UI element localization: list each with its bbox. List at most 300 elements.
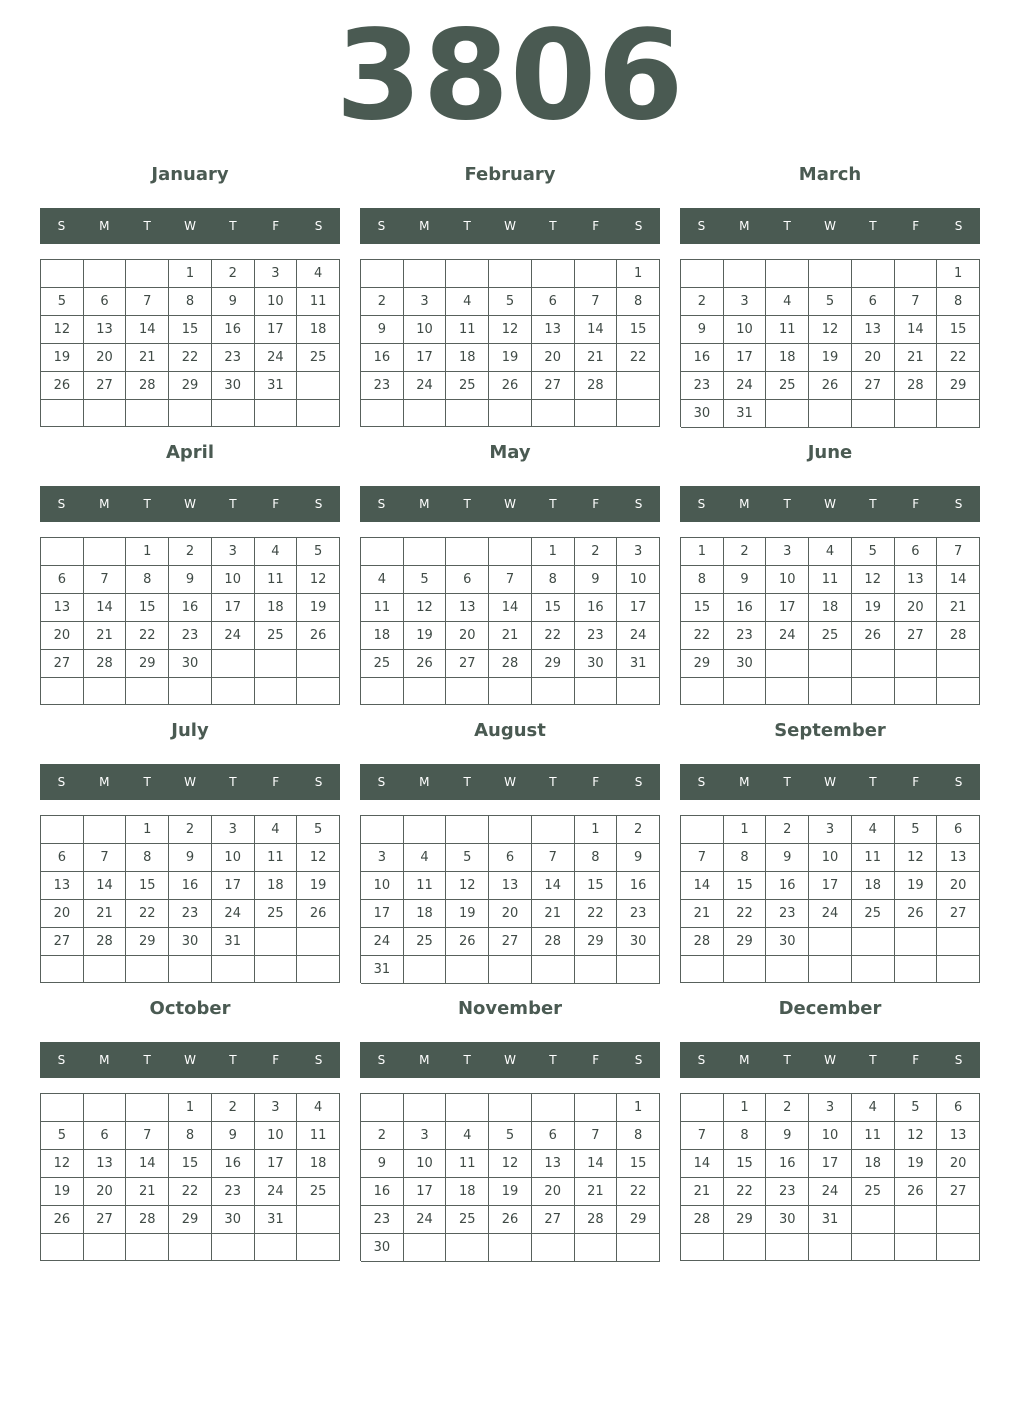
day-cell: 29 [724, 1206, 767, 1234]
day-cell: 16 [766, 872, 809, 900]
empty-cell [766, 650, 809, 678]
day-cell: 31 [255, 372, 298, 400]
empty-cell [532, 1234, 575, 1262]
day-cell: 14 [681, 872, 724, 900]
empty-cell [41, 260, 84, 288]
empty-cell [361, 816, 404, 844]
empty-cell [297, 372, 340, 400]
weekday-label: T [463, 497, 471, 511]
day-cell: 25 [809, 622, 852, 650]
day-cell: 16 [617, 872, 660, 900]
month-name: December [778, 998, 882, 1019]
day-cell: 21 [126, 1178, 169, 1206]
day-cell: 23 [212, 344, 255, 372]
day-cell: 11 [809, 566, 852, 594]
empty-cell [404, 400, 447, 427]
day-cell: 28 [84, 650, 127, 678]
weekday-header [680, 764, 980, 800]
empty-cell [937, 928, 980, 956]
day-cell: 20 [84, 344, 127, 372]
empty-cell [84, 1094, 127, 1122]
day-cell: 11 [852, 844, 895, 872]
day-cell: 27 [532, 1206, 575, 1234]
day-cell: 14 [575, 1150, 618, 1178]
day-cell: 2 [575, 538, 618, 566]
day-grid [680, 815, 980, 983]
day-cell: 11 [297, 1122, 340, 1150]
empty-cell [255, 678, 298, 705]
day-cell: 3 [617, 538, 660, 566]
day-cell: 8 [169, 1122, 212, 1150]
day-cell: 12 [297, 566, 340, 594]
day-cell: 3 [255, 1094, 298, 1122]
day-cell: 2 [169, 816, 212, 844]
empty-cell [575, 678, 618, 705]
day-cell: 27 [937, 900, 980, 928]
day-cell: 22 [532, 622, 575, 650]
day-cell: 3 [212, 816, 255, 844]
day-cell: 18 [297, 316, 340, 344]
day-cell: 26 [852, 622, 895, 650]
day-cell: 19 [41, 344, 84, 372]
day-cell: 28 [489, 650, 532, 678]
day-cell: 11 [446, 1150, 489, 1178]
empty-cell [852, 678, 895, 705]
day-cell: 17 [724, 344, 767, 372]
day-cell: 15 [724, 872, 767, 900]
weekday-label: S [634, 1053, 643, 1067]
empty-cell [681, 1234, 724, 1261]
day-grid [680, 537, 980, 705]
day-cell: 24 [404, 372, 447, 400]
day-cell: 30 [361, 1234, 404, 1262]
day-cell: 20 [895, 594, 938, 622]
empty-cell [404, 956, 447, 984]
day-grid [680, 259, 980, 427]
day-cell: 24 [255, 1178, 298, 1206]
day-cell: 13 [446, 594, 489, 622]
day-cell: 15 [169, 316, 212, 344]
empty-cell [809, 400, 852, 428]
empty-cell [489, 678, 532, 705]
empty-cell [766, 678, 809, 705]
day-cell: 24 [212, 622, 255, 650]
day-cell: 10 [617, 566, 660, 594]
empty-cell [852, 928, 895, 956]
day-cell: 29 [169, 1206, 212, 1234]
day-cell: 21 [895, 344, 938, 372]
day-cell: 25 [852, 1178, 895, 1206]
weekday-label: F [592, 1053, 600, 1067]
day-cell: 9 [361, 1150, 404, 1178]
day-cell: 4 [404, 844, 447, 872]
day-cell: 29 [617, 1206, 660, 1234]
day-cell: 23 [766, 1178, 809, 1206]
weekday-label: W [184, 775, 196, 789]
empty-cell [681, 1094, 724, 1122]
day-cell: 8 [575, 844, 618, 872]
empty-cell [446, 678, 489, 705]
day-grid [40, 1093, 340, 1261]
day-cell: 17 [212, 594, 255, 622]
day-cell: 11 [766, 316, 809, 344]
weekday-label: M [419, 219, 430, 233]
day-cell: 26 [809, 372, 852, 400]
empty-cell [84, 400, 127, 427]
day-cell: 31 [255, 1206, 298, 1234]
empty-cell [617, 372, 660, 400]
day-cell: 11 [255, 566, 298, 594]
weekday-label: T [143, 497, 151, 511]
day-cell: 3 [212, 538, 255, 566]
day-cell: 28 [937, 622, 980, 650]
day-cell: 29 [169, 372, 212, 400]
day-cell: 17 [212, 872, 255, 900]
day-cell: 4 [809, 538, 852, 566]
day-cell: 26 [895, 900, 938, 928]
day-cell: 22 [617, 344, 660, 372]
empty-cell [255, 400, 298, 427]
weekday-label: M [419, 775, 430, 789]
month-name: July [171, 720, 209, 741]
day-cell: 26 [446, 928, 489, 956]
day-cell: 3 [766, 538, 809, 566]
day-cell: 30 [575, 650, 618, 678]
weekday-label: S [314, 775, 323, 789]
day-cell: 10 [766, 566, 809, 594]
day-cell: 4 [766, 288, 809, 316]
day-cell: 7 [937, 538, 980, 566]
weekday-label: T [549, 775, 557, 789]
day-cell: 15 [617, 316, 660, 344]
empty-cell [126, 1094, 169, 1122]
empty-cell [126, 956, 169, 983]
day-cell: 25 [297, 344, 340, 372]
day-cell: 23 [212, 1178, 255, 1206]
year-title: 3806 [335, 4, 685, 148]
empty-cell [361, 400, 404, 427]
day-cell: 8 [724, 1122, 767, 1150]
day-cell: 20 [532, 1178, 575, 1206]
empty-cell [297, 928, 340, 956]
day-cell: 18 [297, 1150, 340, 1178]
weekday-label: T [143, 775, 151, 789]
day-cell: 30 [169, 650, 212, 678]
day-cell: 20 [937, 872, 980, 900]
empty-cell [404, 1234, 447, 1262]
day-cell: 6 [937, 816, 980, 844]
day-cell: 31 [617, 650, 660, 678]
day-cell: 4 [297, 260, 340, 288]
weekday-label: S [57, 775, 66, 789]
empty-cell [84, 538, 127, 566]
day-cell: 25 [852, 900, 895, 928]
day-cell: 15 [724, 1150, 767, 1178]
empty-cell [489, 400, 532, 427]
month-name: October [149, 998, 231, 1019]
weekday-label: S [697, 219, 706, 233]
day-cell: 12 [404, 594, 447, 622]
weekday-label: T [783, 1053, 791, 1067]
empty-cell [575, 956, 618, 984]
day-cell: 30 [212, 1206, 255, 1234]
weekday-label: S [314, 219, 323, 233]
day-cell: 19 [895, 872, 938, 900]
day-cell: 9 [724, 566, 767, 594]
weekday-label: M [419, 497, 430, 511]
empty-cell [895, 400, 938, 428]
day-cell: 19 [489, 344, 532, 372]
weekday-label: S [954, 219, 963, 233]
day-cell: 24 [809, 900, 852, 928]
day-cell: 23 [169, 622, 212, 650]
day-cell: 11 [361, 594, 404, 622]
day-cell: 8 [126, 566, 169, 594]
day-cell: 23 [361, 372, 404, 400]
weekday-label: T [229, 1053, 237, 1067]
day-cell: 12 [41, 1150, 84, 1178]
empty-cell [617, 678, 660, 705]
day-cell: 17 [255, 1150, 298, 1178]
day-grid [40, 537, 340, 705]
day-cell: 3 [809, 1094, 852, 1122]
day-cell: 1 [724, 816, 767, 844]
day-cell: 29 [126, 928, 169, 956]
month-name: April [165, 442, 215, 463]
day-cell: 21 [575, 344, 618, 372]
empty-cell [446, 260, 489, 288]
weekday-label: T [783, 775, 791, 789]
day-cell: 23 [766, 900, 809, 928]
empty-cell [404, 538, 447, 566]
day-cell: 31 [724, 400, 767, 428]
empty-cell [489, 1094, 532, 1122]
weekday-label: S [697, 1053, 706, 1067]
empty-cell [41, 1094, 84, 1122]
day-cell: 1 [681, 538, 724, 566]
day-cell: 19 [489, 1178, 532, 1206]
day-cell: 28 [681, 1206, 724, 1234]
day-cell: 28 [532, 928, 575, 956]
day-cell: 4 [852, 816, 895, 844]
day-cell: 27 [446, 650, 489, 678]
day-cell: 16 [724, 594, 767, 622]
day-cell: 30 [766, 1206, 809, 1234]
empty-cell [937, 678, 980, 705]
empty-cell [404, 678, 447, 705]
weekday-label: M [419, 1053, 430, 1067]
day-cell: 27 [41, 928, 84, 956]
weekday-label: T [869, 1053, 877, 1067]
day-cell: 29 [126, 650, 169, 678]
empty-cell [532, 400, 575, 427]
empty-cell [937, 1206, 980, 1234]
weekday-label: S [954, 775, 963, 789]
weekday-label: M [739, 219, 750, 233]
empty-cell [212, 650, 255, 678]
day-cell: 2 [766, 816, 809, 844]
day-cell: 20 [532, 344, 575, 372]
empty-cell [361, 1094, 404, 1122]
day-cell: 1 [575, 816, 618, 844]
day-cell: 19 [809, 344, 852, 372]
day-grid [360, 537, 660, 705]
day-cell: 10 [212, 566, 255, 594]
weekday-label: F [272, 1053, 280, 1067]
day-cell: 14 [532, 872, 575, 900]
day-cell: 11 [446, 316, 489, 344]
day-cell: 15 [532, 594, 575, 622]
day-cell: 28 [126, 372, 169, 400]
day-cell: 13 [84, 316, 127, 344]
day-cell: 13 [532, 316, 575, 344]
empty-cell [446, 956, 489, 984]
day-cell: 5 [852, 538, 895, 566]
day-cell: 9 [681, 316, 724, 344]
month-name: August [474, 720, 546, 741]
day-cell: 13 [937, 844, 980, 872]
day-cell: 22 [937, 344, 980, 372]
day-cell: 9 [575, 566, 618, 594]
weekday-label: S [377, 219, 386, 233]
weekday-header [40, 486, 340, 522]
empty-cell [169, 956, 212, 983]
day-cell: 6 [852, 288, 895, 316]
day-cell: 21 [937, 594, 980, 622]
day-cell: 29 [681, 650, 724, 678]
weekday-label: M [739, 1053, 750, 1067]
weekday-label: T [549, 219, 557, 233]
day-cell: 1 [532, 538, 575, 566]
empty-cell [255, 650, 298, 678]
day-cell: 18 [852, 1150, 895, 1178]
day-cell: 14 [126, 316, 169, 344]
empty-cell [212, 400, 255, 427]
weekday-label: S [314, 497, 323, 511]
day-cell: 7 [681, 1122, 724, 1150]
day-cell: 12 [489, 316, 532, 344]
day-cell: 31 [212, 928, 255, 956]
weekday-label: S [697, 497, 706, 511]
weekday-label: S [377, 775, 386, 789]
day-cell: 16 [361, 1178, 404, 1206]
empty-cell [169, 1234, 212, 1261]
day-cell: 9 [617, 844, 660, 872]
day-cell: 8 [126, 844, 169, 872]
day-cell: 10 [212, 844, 255, 872]
empty-cell [212, 956, 255, 983]
weekday-header [360, 764, 660, 800]
day-cell: 2 [169, 538, 212, 566]
weekday-label: S [377, 497, 386, 511]
empty-cell [297, 956, 340, 983]
empty-cell [724, 260, 767, 288]
weekday-label: T [783, 497, 791, 511]
empty-cell [766, 956, 809, 983]
day-cell: 19 [297, 872, 340, 900]
day-cell: 23 [361, 1206, 404, 1234]
weekday-label: T [869, 497, 877, 511]
day-cell: 20 [41, 900, 84, 928]
weekday-label: S [634, 497, 643, 511]
day-cell: 18 [852, 872, 895, 900]
day-cell: 5 [489, 1122, 532, 1150]
day-cell: 5 [41, 1122, 84, 1150]
day-cell: 6 [41, 844, 84, 872]
day-cell: 20 [937, 1150, 980, 1178]
day-cell: 7 [126, 1122, 169, 1150]
day-cell: 26 [489, 372, 532, 400]
day-cell: 18 [361, 622, 404, 650]
empty-cell [895, 1206, 938, 1234]
day-cell: 13 [41, 594, 84, 622]
day-cell: 27 [532, 372, 575, 400]
day-cell: 22 [724, 900, 767, 928]
empty-cell [766, 400, 809, 428]
day-grid [360, 1093, 660, 1261]
month-name: June [807, 442, 853, 463]
day-cell: 24 [617, 622, 660, 650]
day-cell: 4 [361, 566, 404, 594]
day-cell: 21 [575, 1178, 618, 1206]
day-cell: 22 [169, 1178, 212, 1206]
day-cell: 2 [766, 1094, 809, 1122]
day-cell: 6 [41, 566, 84, 594]
empty-cell [575, 1234, 618, 1262]
empty-cell [446, 400, 489, 427]
day-cell: 7 [489, 566, 532, 594]
empty-cell [809, 956, 852, 983]
empty-cell [126, 260, 169, 288]
weekday-label: S [634, 219, 643, 233]
day-cell: 3 [361, 844, 404, 872]
empty-cell [895, 260, 938, 288]
empty-cell [126, 400, 169, 427]
day-cell: 20 [84, 1178, 127, 1206]
day-cell: 7 [895, 288, 938, 316]
day-cell: 18 [255, 594, 298, 622]
day-cell: 5 [809, 288, 852, 316]
day-cell: 23 [575, 622, 618, 650]
day-cell: 26 [297, 622, 340, 650]
day-cell: 11 [297, 288, 340, 316]
day-cell: 13 [84, 1150, 127, 1178]
empty-cell [212, 678, 255, 705]
day-cell: 25 [255, 900, 298, 928]
day-cell: 13 [532, 1150, 575, 1178]
empty-cell [404, 816, 447, 844]
day-cell: 6 [895, 538, 938, 566]
day-cell: 24 [404, 1206, 447, 1234]
day-cell: 5 [446, 844, 489, 872]
day-cell: 6 [446, 566, 489, 594]
day-cell: 7 [681, 844, 724, 872]
empty-cell [532, 260, 575, 288]
empty-cell [895, 928, 938, 956]
day-cell: 4 [446, 1122, 489, 1150]
day-cell: 17 [361, 900, 404, 928]
day-cell: 13 [852, 316, 895, 344]
day-cell: 26 [404, 650, 447, 678]
day-cell: 27 [489, 928, 532, 956]
day-cell: 12 [41, 316, 84, 344]
day-cell: 2 [724, 538, 767, 566]
day-cell: 17 [404, 344, 447, 372]
day-cell: 14 [895, 316, 938, 344]
day-cell: 30 [766, 928, 809, 956]
day-cell: 10 [255, 288, 298, 316]
empty-cell [361, 260, 404, 288]
